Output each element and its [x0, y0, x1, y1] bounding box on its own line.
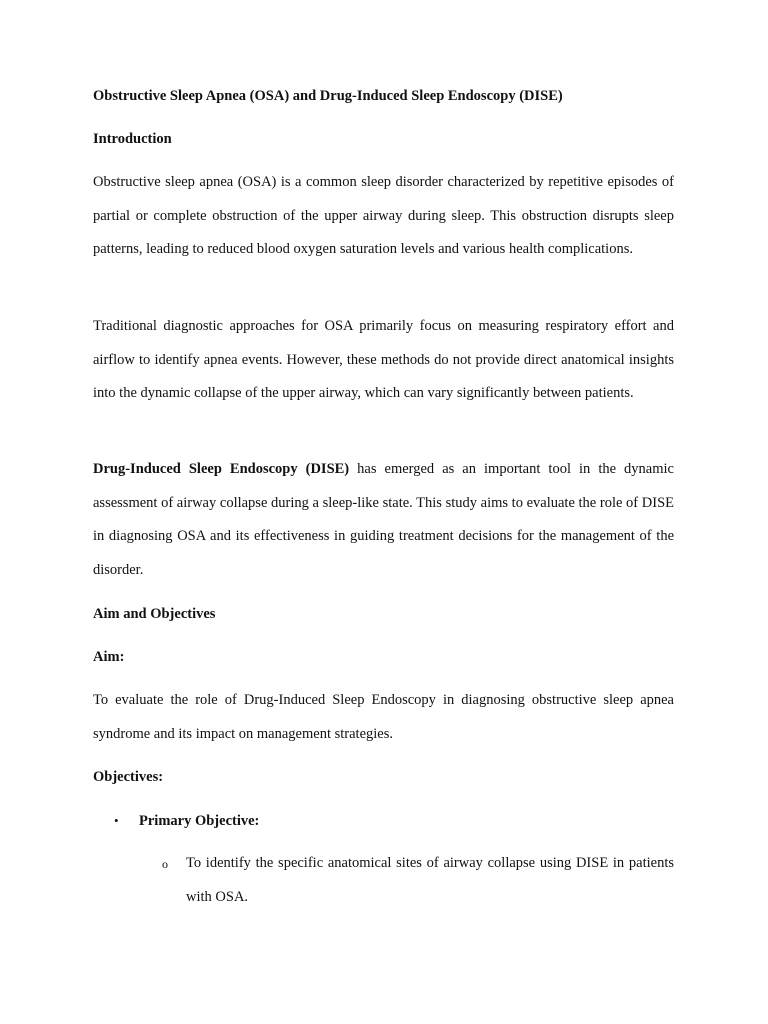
- intro-paragraph-2: Traditional diagnostic approaches for OSA primarily focus on measuring respiratory effort and airflow to identify apnea events. However, these methods do not provide direct anatomical insights into the dynamic collapse of the upper airway, which can vary significantly between patients.: [93, 318, 674, 402]
- bullet-icon: •: [114, 813, 119, 828]
- intro-paragraph-3: [93, 453, 674, 587]
- aim-paragraph: To evaluate the role of Drug-Induced Sleep Endoscopy in diagnosing obstructive sleep apnea syndrome and its impact on management strategies.: [93, 692, 674, 742]
- aims-heading: Aim and Objectives: [93, 606, 216, 622]
- sub-bullet-icon: o: [162, 857, 168, 871]
- aim-label: Aim:: [93, 649, 125, 665]
- objectives-label: Objectives:: [93, 769, 164, 785]
- intro-paragraph-3-text: has emerged as an important tool in the dynamic assessment of airway collapse during a sleep-like state. This study aims to evaluate the role of DISE in diagnosing OSA and its effectiveness in guiding treatment decisions for the management of the disorder.: [93, 461, 674, 578]
- intro-paragraph-1: Obstructive sleep apnea (OSA) is a common sleep disorder characterized by repetitive episodes of partial or complete obstruction of the upper airway during sleep. This obstruction disrupts sleep patterns, leading to reduced blood oxygen saturation levels and various health complications.: [93, 174, 674, 258]
- introduction-heading: Introduction: [93, 131, 172, 147]
- document-title: Obstructive Sleep Apnea (OSA) and Drug-Induced Sleep Endoscopy (DISE): [93, 88, 563, 104]
- dise-term: Drug-Induced Sleep Endoscopy (DISE): [93, 461, 350, 477]
- primary-objective-label: Primary Objective:: [139, 813, 260, 829]
- primary-objective-text: To identify the specific anatomical sites of airway collapse using DISE in patients with OSA.: [186, 855, 674, 905]
